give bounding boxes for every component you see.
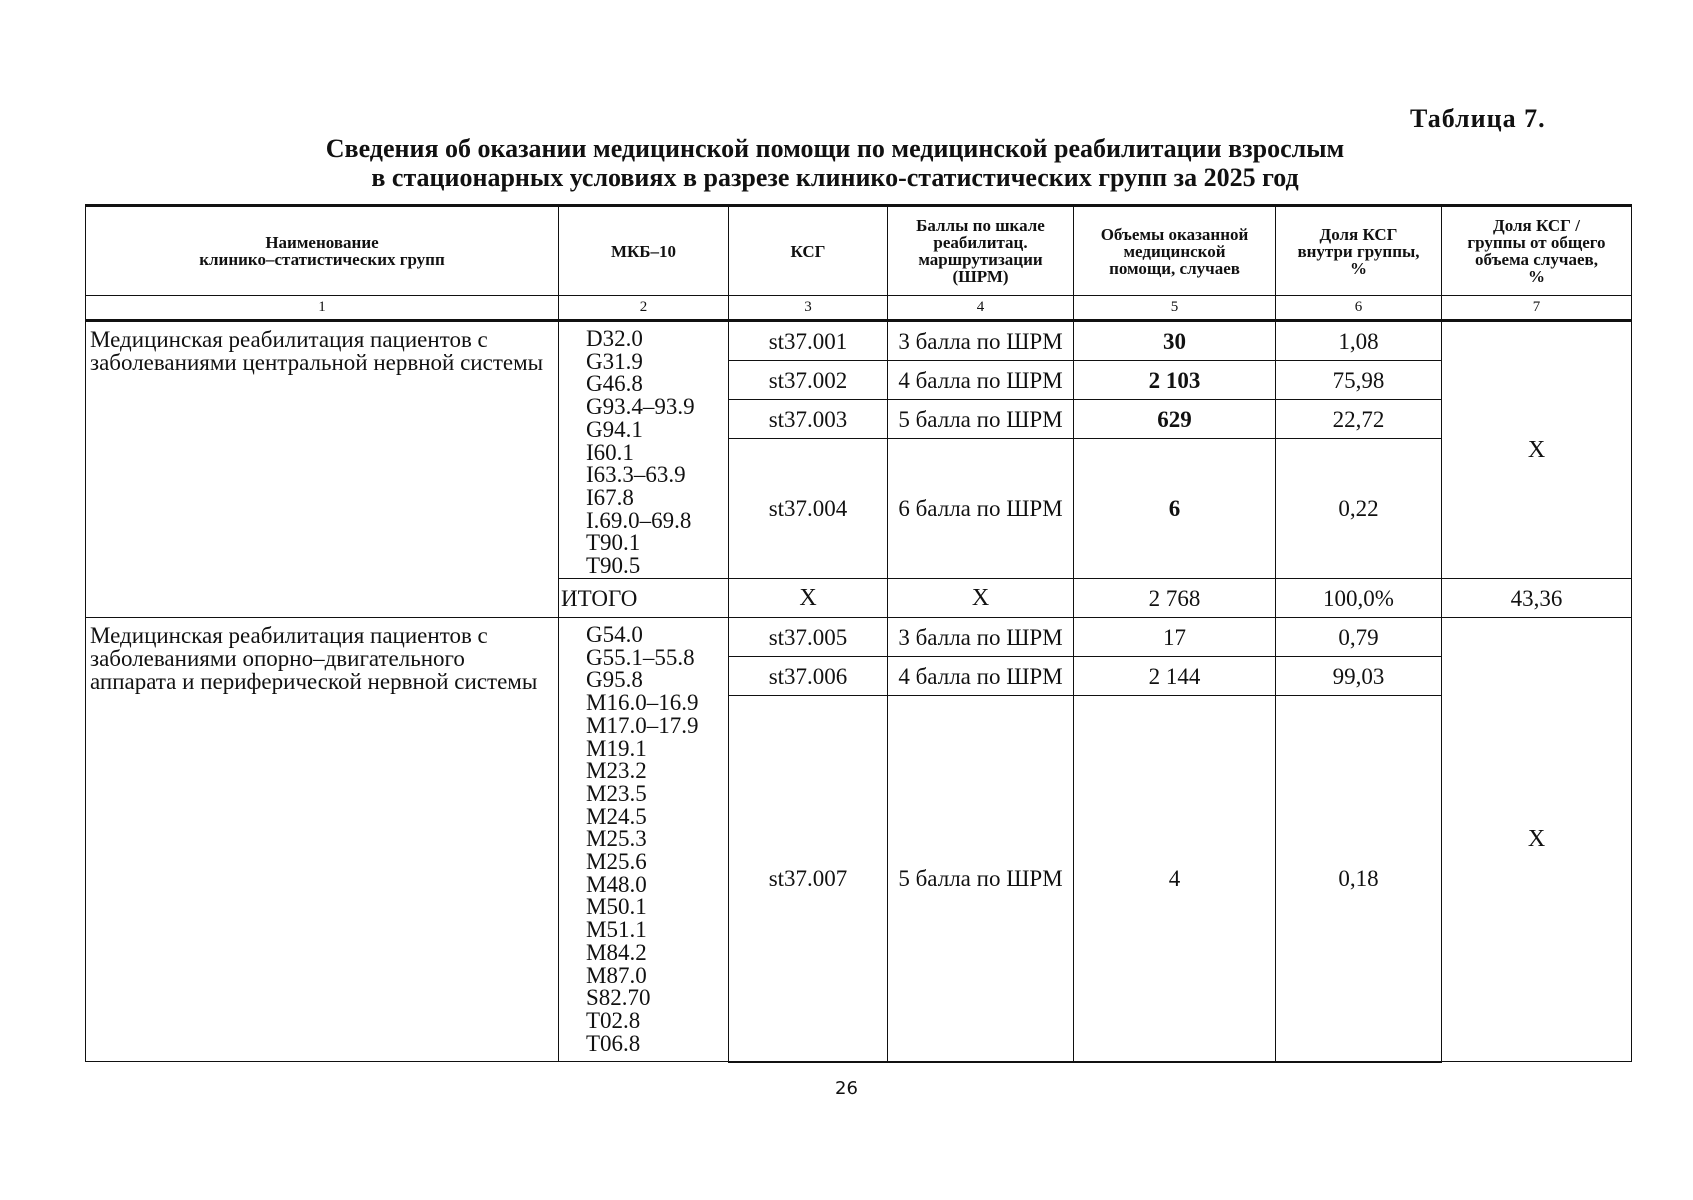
case-volume: 30 [1074, 321, 1276, 361]
header-icd10 [559, 206, 729, 296]
icd-code: M25.6 [586, 849, 647, 875]
icd-code: M51.1 [586, 917, 647, 943]
shrm-score: 3 балла по ШРМ [888, 321, 1074, 361]
ksg-code: st37.004 [729, 439, 888, 579]
header-group-name-text: Наименование клинико–статистических групп [199, 233, 445, 269]
ksg-code: st37.006 [729, 657, 888, 696]
column-number: 1 [86, 296, 559, 321]
header-shrm-score-text: Баллы по шкале реабилитац. маршрутизации (ШРМ) [916, 216, 1045, 286]
icd-code: M84.2 [586, 939, 647, 965]
header-share-in-group-text: Доля КСГ внутри группы, % [1297, 224, 1420, 278]
icd-code: G55.1–55.8 [586, 644, 695, 670]
icd-code: G54.0 [586, 622, 643, 647]
icd-code: M19.1 [586, 735, 647, 761]
group-name-cns: Медицинская реабилитация пациентов с заболеваниями центральной нервной системы [86, 321, 559, 618]
header-shrm-score [888, 206, 1074, 296]
header-group-name [86, 206, 559, 296]
header-ksg [729, 206, 888, 296]
share-in-group: 0,22 [1276, 439, 1442, 579]
icd-code: M24.5 [586, 803, 647, 829]
itogo-ksg: X [729, 579, 888, 618]
shrm-score: 6 балла по ШРМ [888, 439, 1074, 579]
header-ksg-text: КСГ [790, 241, 826, 261]
ksg-code: st37.005 [729, 618, 888, 657]
icd-code: D32.0 [586, 326, 643, 351]
header-share-total-text: Доля КСГ / группы от общего объема случаев, % [1467, 216, 1606, 286]
shrm-score: 5 балла по ШРМ [888, 400, 1074, 439]
icd-code: S82.70 [586, 985, 651, 1011]
document-title [200, 134, 1470, 192]
table-row [86, 321, 1632, 361]
title-line-1: Сведения об оказании медицинской помощи по медицинской реабилитации взрослым [325, 134, 1345, 163]
column-number-row [86, 296, 1632, 321]
shrm-score: 3 балла по ШРМ [888, 618, 1074, 657]
icd-code: M48.0 [586, 871, 647, 897]
icd-code: M50.1 [586, 894, 647, 920]
itogo-share: 100,0% [1276, 579, 1442, 618]
icd-code: T02.8 [586, 1007, 641, 1033]
icd-code: G46.8 [586, 371, 643, 397]
icd-codes-cns [559, 321, 729, 579]
icd-code: I60.1 [586, 439, 634, 465]
icd-code: M17.0–17.9 [586, 712, 699, 738]
icd-code: G94.1 [586, 416, 643, 442]
share-in-group: 0,18 [1276, 696, 1442, 1062]
share-in-group: 99,03 [1276, 657, 1442, 696]
header-volume [1074, 206, 1276, 296]
title-line-2: в стационарных условиях в разрезе клинико-статистических групп за 2025 год [371, 163, 1299, 192]
icd-code: T90.5 [586, 553, 641, 579]
header-icd10-text: МКБ–10 [610, 241, 677, 261]
icd-code: I.69.0–69.8 [586, 507, 692, 533]
header-share-total [1442, 206, 1632, 296]
share-in-group: 1,08 [1276, 321, 1442, 361]
itogo-score: X [888, 579, 1074, 618]
case-volume: 2 103 [1074, 361, 1276, 400]
ksg-code: st37.007 [729, 696, 888, 1062]
icd-code: M25.3 [586, 826, 647, 852]
column-number: 6 [1276, 296, 1442, 321]
table-label: Таблица 7. [1410, 104, 1546, 133]
itogo-label: ИТОГО [559, 579, 729, 618]
case-volume: 629 [1074, 400, 1276, 439]
column-number: 5 [1074, 296, 1276, 321]
column-number: 7 [1442, 296, 1632, 321]
itogo-total-share: 43,36 [1442, 579, 1632, 618]
case-volume: 17 [1074, 618, 1276, 657]
itogo-volume: 2 768 [1074, 579, 1276, 618]
icd-codes-musculoskeletal [559, 618, 729, 1062]
share-total-cns: X [1442, 321, 1632, 579]
table-row [86, 618, 1632, 657]
rehab-table [85, 204, 1632, 1063]
icd-code: I67.8 [586, 484, 634, 510]
case-volume: 4 [1074, 696, 1276, 1062]
share-in-group: 0,79 [1276, 618, 1442, 657]
header-share-in-group [1276, 206, 1442, 296]
shrm-score: 4 балла по ШРМ [888, 657, 1074, 696]
icd-code: G31.9 [586, 348, 643, 374]
share-in-group: 75,98 [1276, 361, 1442, 400]
icd-code: I63.3–63.9 [586, 462, 686, 488]
case-volume: 6 [1074, 439, 1276, 579]
icd-code: G93.4–93.9 [586, 394, 695, 420]
icd-code: M23.5 [586, 780, 647, 806]
page-number: 26 [835, 1078, 858, 1099]
case-volume: 2 144 [1074, 657, 1276, 696]
column-number: 3 [729, 296, 888, 321]
share-total-musculoskeletal: X [1442, 618, 1632, 1062]
shrm-score: 4 балла по ШРМ [888, 361, 1074, 400]
header-row [86, 206, 1632, 296]
column-number: 2 [559, 296, 729, 321]
shrm-score: 5 балла по ШРМ [888, 696, 1074, 1062]
header-volume-text: Объемы оказанной медицинской помощи, случаев [1100, 224, 1249, 278]
icd-code: T90.1 [586, 530, 641, 556]
ksg-code: st37.001 [729, 321, 888, 361]
icd-code: G95.8 [586, 667, 643, 693]
icd-code: M23.2 [586, 758, 647, 784]
share-in-group: 22,72 [1276, 400, 1442, 439]
group-name-musculoskeletal: Медицинская реабилитация пациентов с заболеваниями опорно–двигательного аппарата и периферической нервной системы [86, 618, 559, 1062]
icd-code: M87.0 [586, 962, 647, 988]
column-number: 4 [888, 296, 1074, 321]
ksg-code: st37.003 [729, 400, 888, 439]
icd-code: M16.0–16.9 [586, 690, 699, 716]
icd-code: T06.8 [586, 1030, 641, 1056]
ksg-code: st37.002 [729, 361, 888, 400]
